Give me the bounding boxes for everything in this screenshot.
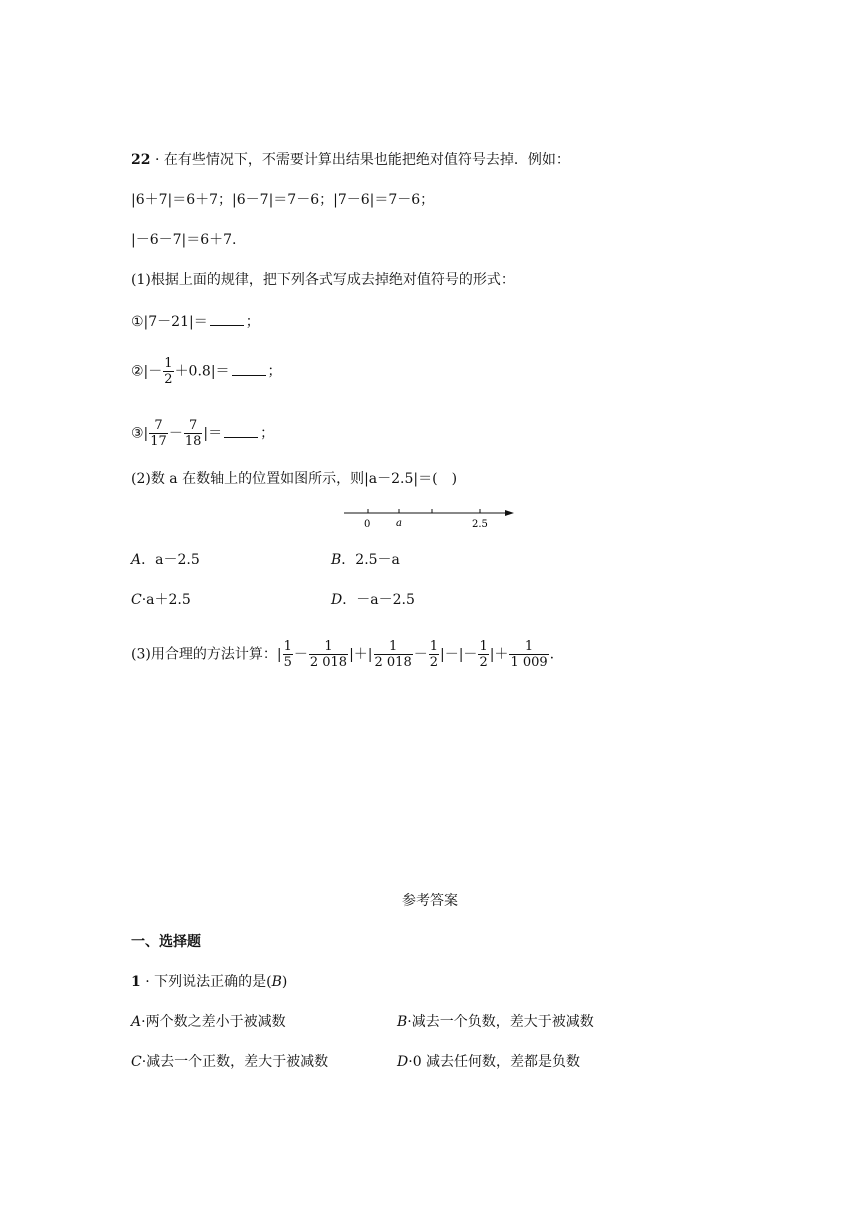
- option-sep: ·: [141, 592, 147, 608]
- fraction-denominator: 5: [283, 655, 292, 670]
- question-number: 1: [131, 974, 141, 990]
- option-sep: ·: [141, 1054, 147, 1070]
- option-letter: B: [331, 552, 342, 568]
- label-0: 0: [364, 519, 371, 530]
- answer-option-d[interactable]: [397, 1052, 580, 1072]
- item-2: [131, 356, 282, 387]
- item-1: [131, 311, 260, 332]
- option-letter: D: [397, 1054, 409, 1070]
- option-text: 减去一个负数，差大于被减数: [411, 1014, 594, 1030]
- answer-blank[interactable]: [232, 361, 266, 376]
- fraction-numerator: 1: [479, 639, 488, 654]
- option-sep: ·: [141, 1014, 146, 1030]
- period: .: [549, 646, 555, 663]
- option-c[interactable]: [131, 590, 191, 610]
- fraction-numerator: 1: [374, 639, 413, 655]
- item-3-post: |＝: [203, 425, 223, 442]
- fraction-numerator: 1: [509, 639, 548, 655]
- part-3-text: (3)用合理的方法计算：|: [131, 646, 282, 663]
- fraction: [509, 639, 548, 670]
- fraction-numerator: 1: [164, 356, 173, 371]
- question-number: 22: [131, 152, 151, 168]
- fraction-denominator: 2 018: [309, 655, 348, 670]
- option-letter: A: [131, 1014, 142, 1030]
- fraction-numerator: 7: [149, 418, 168, 434]
- option-letter: D: [331, 592, 343, 608]
- option-text: 两个数之差小于被减数: [145, 1014, 286, 1030]
- answer-option-c[interactable]: [131, 1052, 328, 1072]
- operator: －: [413, 646, 428, 663]
- item-2-post: ＋0.8|＝: [174, 363, 230, 380]
- fraction-numerator: 1: [309, 639, 348, 655]
- minus-sign: －: [168, 425, 183, 442]
- question-text: 在有些情况下，不需要计算出结果也能把绝对值符号去掉．例如：: [163, 152, 570, 168]
- option-d[interactable]: [331, 590, 415, 610]
- option-text: －a－2.5: [356, 592, 415, 608]
- item-3-end: ；: [260, 425, 275, 442]
- operator: |－|－: [440, 646, 478, 663]
- answer-blank[interactable]: [224, 423, 258, 438]
- example-line-2: |－6－7|＝6＋7.: [131, 232, 237, 248]
- fraction-denominator: 1 009: [510, 655, 548, 670]
- item-3-pre: ③|: [131, 425, 149, 442]
- fraction-denominator: 2: [164, 372, 173, 387]
- item-1-expr: ①|7－21|＝: [131, 314, 208, 330]
- question-text: 下列说法正确的是(: [154, 974, 272, 990]
- fraction: [163, 356, 173, 387]
- fraction: [184, 418, 203, 449]
- close-paren: ): [281, 974, 288, 990]
- option-letter: B: [397, 1014, 408, 1030]
- q22-intro: [131, 150, 570, 170]
- option-text: a＋2.5: [146, 592, 191, 608]
- answer-q1: [131, 972, 287, 992]
- part-1-prompt: (1)根据上面的规律，把下列各式写成去掉绝对值符号的形式：: [131, 272, 515, 288]
- fraction: [374, 639, 413, 670]
- item-2-end: ；: [267, 363, 282, 380]
- fraction: [429, 639, 439, 670]
- option-sep: ．: [341, 552, 356, 568]
- answer-letter: B: [271, 974, 282, 990]
- item-3: [131, 418, 274, 449]
- option-sep: ·: [408, 1054, 413, 1070]
- label-2-5: 2.5: [472, 519, 488, 530]
- item-2-pre: ②|－: [131, 363, 163, 380]
- option-sep: ·: [407, 1014, 412, 1030]
- fraction-denominator: 2: [429, 655, 438, 670]
- fraction-numerator: 7: [184, 418, 203, 434]
- part-2-prompt: (2)数 a 在数轴上的位置如图所示，则|a－2.5|＝( ): [131, 471, 458, 487]
- option-letter: C: [131, 1054, 142, 1070]
- option-b[interactable]: [331, 550, 400, 570]
- fraction-denominator: 18: [184, 434, 202, 449]
- option-letter: C: [131, 592, 142, 608]
- answer-option-b[interactable]: [397, 1012, 594, 1032]
- operator: |＋|: [349, 646, 373, 663]
- operator: |＋: [489, 646, 509, 663]
- option-sep: ．: [141, 552, 156, 568]
- option-text: a－2.5: [155, 552, 200, 568]
- option-letter: A: [131, 552, 142, 568]
- fraction: [283, 639, 293, 670]
- item-1-end: ；: [245, 314, 260, 330]
- answer-option-a[interactable]: [131, 1012, 286, 1032]
- option-sep: ．: [342, 592, 357, 608]
- fraction: [309, 639, 348, 670]
- fraction-numerator: 1: [283, 639, 292, 654]
- question-sep: ·: [145, 974, 150, 990]
- fraction-numerator: 1: [429, 639, 438, 654]
- arrow-head: [505, 510, 514, 516]
- fraction: [149, 418, 168, 449]
- part-3-prompt: [131, 639, 554, 670]
- answers-heading: 参考答案: [402, 893, 458, 909]
- answer-blank[interactable]: [210, 311, 244, 326]
- example-line-1: |6＋7|＝6＋7；|6－7|＝7－6；|7－6|＝7－6；: [131, 192, 435, 208]
- section-heading: 一、选择题: [131, 934, 201, 950]
- option-text: 减去一个正数，差大于被减数: [146, 1054, 329, 1070]
- fraction-denominator: 2 018: [374, 655, 412, 670]
- fraction-denominator: 17: [150, 434, 167, 449]
- option-a[interactable]: [131, 550, 200, 570]
- label-a: a: [396, 518, 402, 529]
- fraction: [478, 639, 488, 670]
- option-text: 2.5－a: [355, 552, 400, 568]
- number-line: [340, 506, 520, 530]
- fraction-denominator: 2: [479, 655, 488, 670]
- operator: －: [293, 646, 308, 663]
- question-sep: ·: [154, 152, 160, 168]
- option-text: 0 减去任何数，差都是负数: [412, 1054, 581, 1070]
